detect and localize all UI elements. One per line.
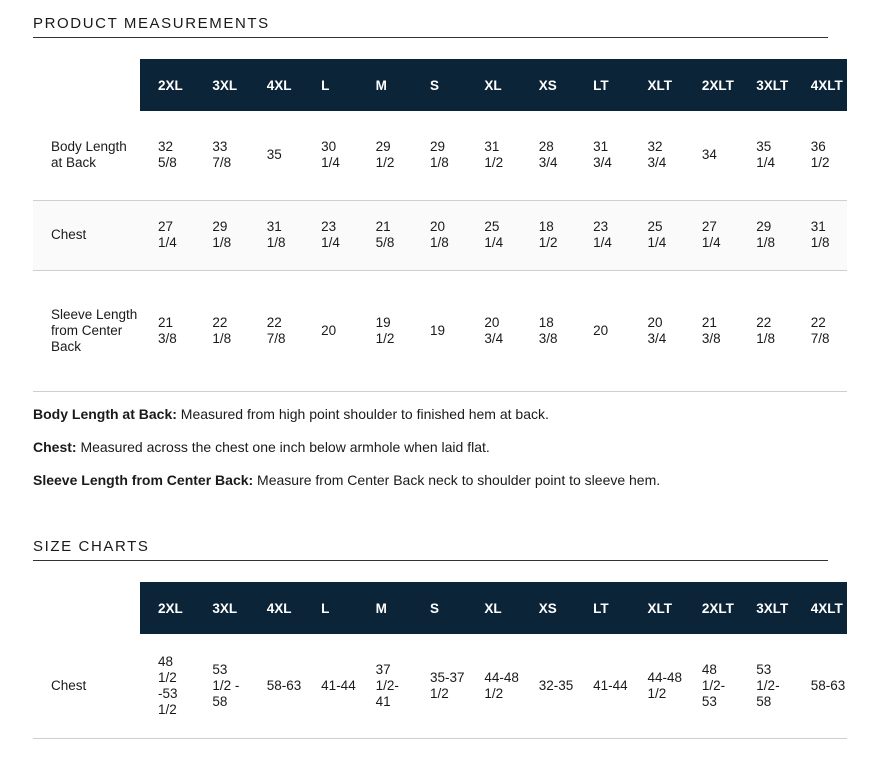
size-header-xl: XL	[466, 59, 520, 111]
table-row	[33, 111, 847, 200]
measurement-cell: 29 1/8	[738, 200, 792, 270]
note-item	[33, 439, 660, 456]
size-header-xl: XL	[466, 582, 520, 634]
note-term: Chest:	[33, 439, 77, 455]
size-header-s: S	[412, 59, 466, 111]
measurement-notes	[33, 406, 660, 505]
row-label: Chest	[33, 200, 140, 270]
note-item	[33, 472, 660, 489]
measurement-cell: 36 1/2	[793, 111, 847, 200]
measurement-cell: 41-44	[303, 634, 357, 738]
size-header-l: L	[303, 582, 357, 634]
measurement-cell: 32 3/4	[630, 111, 684, 200]
note-text: Measure from Center Back neck to shoulder point to sleeve hem.	[253, 472, 661, 488]
size-header-4xl: 4XL	[249, 59, 303, 111]
measurement-cell: 29 1/8	[412, 111, 466, 200]
size-header-2xlt: 2XLT	[684, 59, 738, 111]
measurement-cell: 21 3/8	[684, 270, 738, 391]
measurement-cell: 29 1/2	[358, 111, 412, 200]
measurement-cell: 44-48 1/2	[630, 634, 684, 738]
measurement-cell: 19	[412, 270, 466, 391]
size-header-2xl: 2XL	[140, 59, 194, 111]
size-header-lt: LT	[575, 582, 629, 634]
size-header-3xlt: 3XLT	[738, 59, 792, 111]
header-blank-cell	[33, 59, 140, 111]
table-row	[33, 200, 847, 270]
measurement-cell: 20	[303, 270, 357, 391]
table-row	[33, 634, 847, 738]
measurement-cell: 27 1/4	[140, 200, 194, 270]
measurement-cell: 23 1/4	[575, 200, 629, 270]
measurement-cell: 44-48 1/2	[466, 634, 520, 738]
note-item	[33, 406, 660, 423]
size-charts-title: SIZE CHARTS	[33, 538, 828, 561]
measurement-cell: 41-44	[575, 634, 629, 738]
size-header-4xl: 4XL	[249, 582, 303, 634]
measurement-cell: 23 1/4	[303, 200, 357, 270]
measurement-cell: 32-35	[521, 634, 575, 738]
measurement-cell: 53 1/2-58	[738, 634, 792, 738]
row-label: Chest	[33, 634, 140, 738]
measurement-cell: 25 1/4	[630, 200, 684, 270]
measurement-cell: 35-37 1/2	[412, 634, 466, 738]
measurement-cell: 22 1/8	[738, 270, 792, 391]
size-header-xlt: XLT	[630, 582, 684, 634]
size-header-row	[33, 59, 847, 111]
note-text: Measured from high point shoulder to finished hem at back.	[176, 406, 549, 422]
size-header-3xlt: 3XLT	[738, 582, 792, 634]
measurement-cell: 28 3/4	[521, 111, 575, 200]
header-blank-cell	[33, 582, 140, 634]
measurement-cell: 35	[249, 111, 303, 200]
size-header-4xlt: 4XLT	[793, 59, 847, 111]
row-label: Body Length at Back	[33, 111, 140, 200]
note-term: Sleeve Length from Center Back:	[33, 472, 254, 488]
measurement-cell: 19 1/2	[358, 270, 412, 391]
measurement-cell: 37 1/2-41	[358, 634, 412, 738]
size-header-m: M	[358, 582, 412, 634]
measurement-cell: 18 1/2	[521, 200, 575, 270]
row-label: Sleeve Length from Center Back	[33, 270, 140, 391]
measurement-cell: 20 3/4	[630, 270, 684, 391]
measurement-cell: 30 1/4	[303, 111, 357, 200]
measurement-cell: 48 1/2-53	[684, 634, 738, 738]
measurement-cell: 22 7/8	[793, 270, 847, 391]
size-header-xs: XS	[521, 582, 575, 634]
measurement-cell: 48 1/2 -53 1/2	[140, 634, 194, 738]
measurement-cell: 21 3/8	[140, 270, 194, 391]
size-header-xs: XS	[521, 59, 575, 111]
size-header-m: M	[358, 59, 412, 111]
size-header-row	[33, 582, 847, 634]
measurement-cell: 31 1/8	[793, 200, 847, 270]
size-header-3xl: 3XL	[194, 59, 248, 111]
note-text: Measured across the chest one inch below armhole when laid flat.	[76, 439, 490, 455]
measurement-cell: 32 5/8	[140, 111, 194, 200]
measurement-cell: 20 1/8	[412, 200, 466, 270]
size-charts-table	[33, 582, 847, 739]
measurement-cell: 31 1/2	[466, 111, 520, 200]
size-header-2xl: 2XL	[140, 582, 194, 634]
measurement-cell: 31 3/4	[575, 111, 629, 200]
size-header-lt: LT	[575, 59, 629, 111]
measurement-cell: 22 7/8	[249, 270, 303, 391]
measurement-cell: 58-63	[249, 634, 303, 738]
size-header-s: S	[412, 582, 466, 634]
product-measurements-table	[33, 59, 847, 392]
measurement-cell: 58-63	[793, 634, 847, 738]
measurement-cell: 21 5/8	[358, 200, 412, 270]
measurement-cell: 34	[684, 111, 738, 200]
measurement-cell: 20 3/4	[466, 270, 520, 391]
measurement-cell: 31 1/8	[249, 200, 303, 270]
product-measurements-title: PRODUCT MEASUREMENTS	[33, 15, 828, 38]
size-header-xlt: XLT	[630, 59, 684, 111]
measurement-cell: 25 1/4	[466, 200, 520, 270]
measurement-cell: 29 1/8	[194, 200, 248, 270]
measurement-cell: 20	[575, 270, 629, 391]
measurement-cell: 18 3/8	[521, 270, 575, 391]
measurement-cell: 35 1/4	[738, 111, 792, 200]
size-header-4xlt: 4XLT	[793, 582, 847, 634]
measurement-cell: 53 1/2 - 58	[194, 634, 248, 738]
size-header-3xl: 3XL	[194, 582, 248, 634]
measurement-cell: 33 7/8	[194, 111, 248, 200]
note-term: Body Length at Back:	[33, 406, 177, 422]
measurement-cell: 27 1/4	[684, 200, 738, 270]
measurement-cell: 22 1/8	[194, 270, 248, 391]
size-header-l: L	[303, 59, 357, 111]
size-header-2xlt: 2XLT	[684, 582, 738, 634]
table-row	[33, 270, 847, 391]
